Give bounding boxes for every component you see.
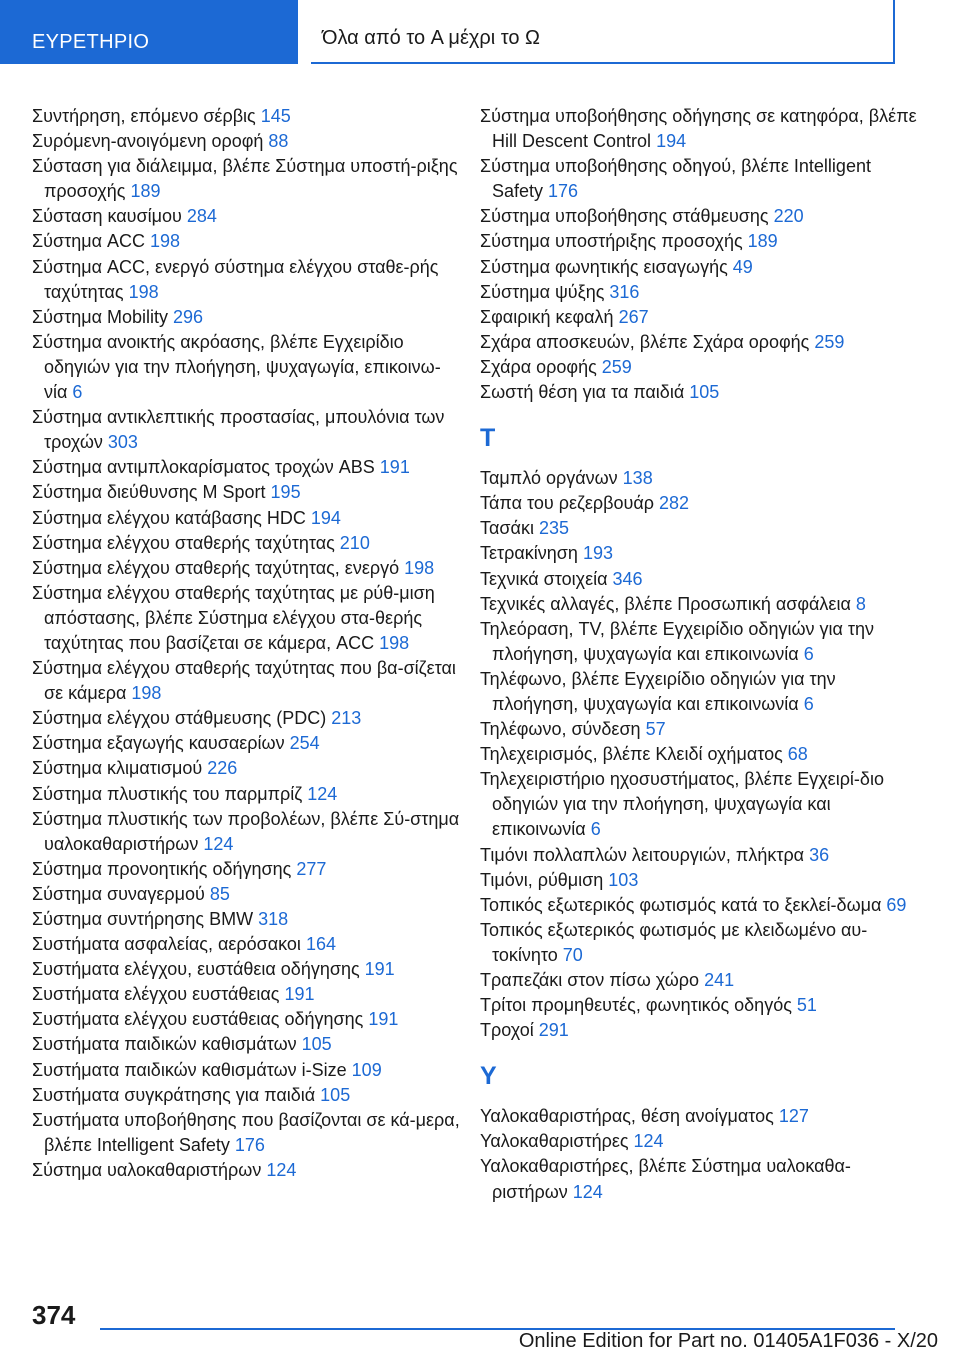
index-entry: [32, 506, 472, 531]
index-entry-term: Σύστημα ελέγχου σταθερής ταχύτητας με ρύθ‐μιση απόστασης, βλέπε Σύστημα ελέγχου στα‐θερής ταχύτητας που βασίζεται σε κάμερα, ACC: [32, 582, 435, 653]
index-entry-term: Τεχνικές αλλαγές, βλέπε Προσωπική ασφάλεια: [480, 593, 851, 614]
index-entry-page-link[interactable]: 6: [590, 819, 601, 840]
index-group-upsilon: [480, 1104, 920, 1204]
index-entry-term: Τετρακίνηση: [480, 543, 578, 564]
index-entry: [480, 541, 920, 566]
index-entry-page-link[interactable]: 105: [689, 382, 720, 403]
index-entry: [480, 466, 920, 491]
index-entry: [480, 330, 920, 355]
index-entry-term: Σωστή θέση για τα παιδιά: [480, 382, 685, 403]
index-entry-page-link[interactable]: 36: [809, 844, 830, 865]
index-entry: [32, 731, 472, 756]
index-entry: [480, 355, 920, 380]
index-entry-term: Τηλεχειρισμός, βλέπε Κλειδί οχήματος: [480, 744, 783, 765]
index-entry: [32, 706, 472, 731]
index-entry-term: Σύστημα ψύξης: [480, 281, 605, 302]
index-entry-term: Τρίτοι προμηθευτές, φωνητικός οδηγός: [480, 995, 792, 1016]
index-column-right: [480, 104, 920, 1205]
index-entry-page-link[interactable]: 235: [538, 518, 569, 539]
index-entry: [480, 154, 920, 204]
index-entry-page-link[interactable]: 241: [704, 970, 735, 990]
index-entry-page-link[interactable]: 194: [310, 507, 341, 528]
index-letter-heading: T: [480, 424, 496, 453]
index-entry-page-link[interactable]: 194: [656, 131, 687, 152]
index-entry-term: Σύστημα Mobility: [32, 306, 168, 327]
index-entry-page-link[interactable]: 259: [601, 356, 632, 377]
index-entry: [480, 255, 920, 280]
index-entry-term: Τοπικός εξωτερικός φωτισμός κατά το ξεκλεί‐δωμα: [480, 894, 882, 915]
index-entry: [480, 767, 920, 842]
index-entry-term: Σύστημα φωνητικής εισαγωγής: [480, 256, 728, 277]
index-entry: [480, 868, 920, 893]
index-entry-page-link[interactable]: 109: [351, 1059, 382, 1080]
index-entry: [32, 455, 472, 480]
index-entry: [480, 918, 920, 968]
index-entry-page-link[interactable]: 189: [747, 231, 778, 252]
index-entry: [480, 592, 920, 617]
index-entry: [480, 104, 920, 154]
index-entry: [32, 104, 472, 129]
index-entry-term: Τηλεχειριστήριο ηχοσυστήματος, βλέπε Εγχειρί‐διο οδηγιών για την πλοήγηση, ψυχαγωγία και επικοινωνία: [480, 769, 884, 840]
index-column-left: [32, 104, 472, 1183]
index-entry-page-link[interactable]: 191: [379, 457, 410, 478]
index-group-tau: [480, 466, 920, 1043]
index-entry: [32, 857, 472, 882]
index-entry-term: Υαλοκαθαριστήρες, βλέπε Σύστημα υαλοκαθα‐ριστήρων: [480, 1156, 851, 1202]
index-entry: [32, 1007, 472, 1032]
index-entry: [480, 1018, 920, 1043]
index-entry: [480, 516, 920, 541]
index-entry-page-link[interactable]: 198: [379, 632, 410, 653]
index-entry-page-link[interactable]: 189: [130, 181, 161, 202]
index-entry: [480, 380, 920, 405]
index-entry-term: Συστήματα συγκράτησης για παιδιά: [32, 1084, 316, 1105]
edition-note: Online Edition for Part no. 01405A1F036 - X/20: [518, 1330, 938, 1352]
index-entry-page-link[interactable]: 138: [622, 468, 653, 489]
index-entry-page-link[interactable]: 226: [207, 758, 238, 779]
index-entry-term: Τηλεόραση, TV, βλέπε Εγχειρίδιο οδηγιών για την πλοήγηση, ψυχαγωγία και επικοινωνία: [480, 618, 875, 664]
index-entry-page-link[interactable]: 85: [209, 883, 230, 904]
index-entry-page-link[interactable]: 198: [131, 683, 162, 704]
index-entry: [32, 1108, 472, 1158]
index-entry-page-link[interactable]: 198: [149, 231, 181, 252]
index-entry-term: Συστήματα ελέγχου ευστάθειας οδήγησης: [32, 1009, 364, 1030]
index-entry: [480, 229, 920, 254]
index-entry-page-link[interactable]: 193: [582, 543, 613, 564]
index-entry-page-link[interactable]: 8: [855, 593, 866, 614]
index-entry: [32, 204, 472, 229]
index-entry-page-link[interactable]: 316: [609, 281, 640, 302]
index-entry: [480, 742, 920, 767]
index-entry: [32, 882, 472, 907]
index-entry-page-link[interactable]: 198: [128, 281, 159, 302]
index-entry-page-link[interactable]: 346: [612, 568, 643, 589]
index-group-sigma: [480, 104, 920, 405]
index-entry-term: Τάπα του ρεζερβουάρ: [480, 493, 655, 514]
index-entry-term: Σύστημα συναγερμού: [32, 883, 205, 904]
index-entry-term: Συστήματα ασφαλείας, αερόσακοι: [32, 934, 301, 955]
index-entry-term: Συστήματα ελέγχου ευστάθειας: [32, 984, 280, 1005]
index-entry: [32, 531, 472, 556]
index-entry-term: Σύστημα ACC, ενεργό σύστημα ελέγχου σταθε‐ρής ταχύτητας: [32, 256, 439, 302]
index-entry-page-link[interactable]: 191: [284, 984, 315, 1005]
index-entry: [32, 405, 472, 455]
index-entry-page-link[interactable]: 254: [289, 733, 320, 754]
index-entry-page-link[interactable]: 127: [778, 1106, 809, 1127]
index-entry-term: Σύστημα αντιμπλοκαρίσματος τροχών ABS: [32, 457, 375, 478]
index-entry-term: Σύστημα πλυστικής των προβολέων, βλέπε Σύ‐στημα υαλοκαθαριστήρων: [32, 808, 460, 854]
section-subtitle: Όλα από το A μέχρι το Ω: [322, 27, 540, 49]
index-entry-page-link[interactable]: 68: [787, 744, 808, 765]
index-entry-page-link[interactable]: 267: [618, 306, 649, 327]
index-entry-page-link[interactable]: 259: [814, 331, 845, 352]
index-entry-term: Τασάκι: [480, 518, 534, 539]
index-entry-term: Συστήματα υποβοήθησης που βασίζονται σε κά‐μερα, βλέπε Intelligent Safety: [32, 1109, 460, 1155]
index-entry-page-link[interactable]: 51: [796, 995, 817, 1016]
index-letter-heading: Y: [480, 1062, 497, 1091]
index-entry-page-link[interactable]: 124: [266, 1159, 297, 1180]
index-entry-page-link[interactable]: 176: [234, 1134, 265, 1155]
index-entry-term: Συστήματα παιδικών καθισμάτων: [32, 1034, 297, 1055]
index-entry-page-link[interactable]: 88: [268, 131, 289, 152]
section-tab: [0, 0, 298, 64]
index-entry-term: Τηλέφωνο, βλέπε Εγχειρίδιο οδηγιών για την πλοήγηση, ψυχαγωγία και επικοινωνία: [480, 668, 836, 714]
index-entry: [32, 1032, 472, 1057]
index-entry: [480, 717, 920, 742]
index-entry-term: Τιμόνι, ρύθμιση: [480, 869, 604, 890]
index-entry: [480, 667, 920, 717]
index-entry-term: Τηλέφωνο, σύνδεση: [480, 719, 641, 740]
index-entry-page-link[interactable]: 291: [538, 1020, 569, 1041]
index-entry-page-link[interactable]: 176: [548, 181, 579, 202]
index-entry-page-link[interactable]: 105: [320, 1084, 351, 1105]
index-entry-page-link[interactable]: 195: [270, 482, 301, 503]
index-entry: [480, 843, 920, 868]
index-entry-term: Σύστημα υποστήριξης προσοχής: [480, 231, 743, 252]
index-entry-term: Σύστημα ανοικτής ακρόασης, βλέπε Εγχειρίδιο οδηγιών για την πλοήγηση, ψυχαγωγία, επικοινω‐νία: [32, 331, 441, 403]
index-entry-page-link[interactable]: 210: [339, 532, 370, 553]
index-entry-term: Συστήματα ελέγχου, ευστάθεια οδήγησης: [32, 959, 360, 980]
index-entry: [480, 491, 920, 516]
index-entry-term: Σύστημα ελέγχου σταθερής ταχύτητας που βα‐σίζεται σε κάμερα: [32, 658, 456, 704]
index-entry-page-link[interactable]: 6: [803, 693, 814, 714]
index-entry-term: Σύστημα συντήρησης BMW: [32, 909, 254, 929]
index-entry: [32, 1083, 472, 1108]
index-entry-term: Τιμόνι πολλαπλών λειτουργιών, πλήκτρα: [480, 844, 805, 865]
index-entry-term: Σύστημα διεύθυνσης M Sport: [32, 482, 266, 503]
index-entry: [32, 756, 472, 781]
index-entry-page-link[interactable]: 105: [301, 1034, 332, 1055]
index-entry-page-link[interactable]: 6: [72, 382, 83, 403]
index-entry-page-link[interactable]: 277: [296, 858, 327, 879]
index-entry-page-link[interactable]: 57: [645, 719, 666, 740]
index-entry: [480, 968, 920, 993]
index-entry: [32, 957, 472, 982]
index-entry: [480, 617, 920, 667]
index-entry-page-link[interactable]: 69: [886, 894, 907, 915]
index-entry: [32, 656, 472, 706]
index-entry-term: Συρόμενη-ανοιγόμενη οροφή: [32, 131, 264, 152]
index-entry-term: Σύστημα κλιματισμού: [32, 758, 203, 779]
index-entry-term: Σύστημα αντικλεπτικής προστασίας, μπουλόνια των τροχών: [32, 407, 445, 453]
index-entry-term: Σχάρα αποσκευών, βλέπε Σχάρα οροφής: [480, 331, 810, 352]
index-entry-term: Τεχνικά στοιχεία: [480, 568, 608, 589]
index-entry: [32, 255, 472, 305]
index-entry-page-link[interactable]: 103: [608, 869, 639, 890]
index-entry: [480, 567, 920, 592]
index-entry-term: Σύστημα ελέγχου σταθερής ταχύτητας: [32, 532, 335, 553]
index-entry: [480, 993, 920, 1018]
index-entry-page-link[interactable]: 6: [803, 643, 814, 664]
index-entry-term: Τραπεζάκι στον πίσω χώρο: [480, 970, 700, 990]
index-entry-term: Σύστημα υποβοήθησης στάθμευσης: [480, 206, 769, 227]
index-entry-term: Σύστημα ACC: [32, 231, 145, 252]
index-entry-page-link[interactable]: 191: [368, 1009, 399, 1030]
index-entry-term: Σύστημα ελέγχου στάθμευσης (PDC): [32, 708, 327, 729]
index-entry-term: Υαλοκαθαριστήρες: [480, 1131, 629, 1152]
index-entry-term: Σύσταση για διάλειμμα, βλέπε Σύστημα υποστή‐ριξης προσοχής: [32, 156, 458, 202]
index-entry-page-link[interactable]: 164: [305, 934, 336, 955]
index-entry: [32, 932, 472, 957]
index-entry: [480, 1129, 920, 1154]
section-title: ΕΥΡΕΤΗΡΙΟ: [32, 31, 150, 53]
index-entry: [32, 982, 472, 1007]
index-entry-term: Συστήματα παιδικών καθισμάτων i-Size: [32, 1059, 347, 1080]
index-entry-term: Σύστημα πλυστικής του παρμπρίζ: [32, 783, 303, 804]
index-entry-term: Σύστημα ελέγχου σταθερής ταχύτητας, ενεργό: [32, 557, 400, 578]
index-entry-term: Σύστημα υαλοκαθαριστήρων: [32, 1159, 262, 1180]
index-entry: [480, 280, 920, 305]
index-entry-term: Σφαιρική κεφαλή: [480, 306, 614, 327]
index-entry-page-link[interactable]: 213: [331, 708, 362, 729]
index-entry: [32, 782, 472, 807]
index-entry: [32, 907, 472, 932]
index-entry-page-link[interactable]: 220: [773, 206, 804, 227]
index-entry: [480, 893, 920, 918]
index-entry-page-link[interactable]: 198: [404, 557, 435, 578]
index-entry-page-link[interactable]: 282: [659, 493, 690, 514]
index-entry-page-link[interactable]: 70: [562, 944, 583, 965]
index-entry: [32, 807, 472, 857]
index-entry: [480, 204, 920, 229]
index-entry-term: Σύστημα προνοητικής οδήγησης: [32, 858, 292, 879]
index-entry-page-link[interactable]: 303: [107, 432, 138, 453]
index-entry-page-link[interactable]: 318: [258, 909, 289, 929]
index-entry-page-link[interactable]: 124: [307, 783, 338, 804]
index-entry: [32, 330, 472, 405]
index-entry-page-link[interactable]: 191: [364, 959, 395, 980]
index-entry: [32, 1158, 472, 1183]
index-entry: [32, 129, 472, 154]
index-entry: [32, 556, 472, 581]
index-entry: [32, 305, 472, 330]
index-entry-term: Σύστημα υποβοήθησης οδηγού, βλέπε Intelligent Safety: [480, 156, 871, 202]
index-entry: [480, 1154, 920, 1204]
index-entry: [32, 154, 472, 204]
index-entry-term: Ταμπλό οργάνων: [480, 468, 618, 489]
index-entry-term: Συντήρηση, επόμενο σέρβις: [32, 106, 256, 126]
index-entry: [32, 229, 472, 254]
index-entry-page-link[interactable]: 124: [633, 1131, 664, 1152]
index-entry: [32, 581, 472, 656]
index-entry-page-link[interactable]: 49: [732, 256, 753, 277]
index-entry-page-link[interactable]: 124: [203, 833, 234, 854]
index-entry: [480, 1104, 920, 1129]
index-entry-term: Σύσταση καυσίμου: [32, 206, 182, 227]
index-entry-page-link[interactable]: 296: [173, 306, 204, 327]
index-entry-term: Σύστημα εξαγωγής καυσαερίων: [32, 733, 285, 754]
index-entry: [480, 305, 920, 330]
index-entry-term: Υαλοκαθαριστήρας, θέση ανοίγματος: [480, 1106, 774, 1127]
index-entry-term: Σύστημα ελέγχου κατάβασης HDC: [32, 507, 306, 528]
index-entry-term: Σύστημα υποβοήθησης οδήγησης σε κατηφόρα, βλέπε Hill Descent Control: [480, 106, 917, 152]
index-entry: [32, 1058, 472, 1083]
index-entry-page-link[interactable]: 145: [260, 106, 291, 126]
index-entry-page-link[interactable]: 124: [572, 1181, 603, 1202]
page-number: 374: [32, 1300, 76, 1330]
index-entry: [32, 480, 472, 505]
index-entry-term: Σχάρα οροφής: [480, 356, 597, 377]
index-entry-term: Τοπικός εξωτερικός φωτισμός με κλειδωμένο αυ‐τοκίνητο: [480, 919, 868, 965]
index-entry-term: Τροχοί: [480, 1020, 534, 1041]
index-entry-page-link[interactable]: 284: [186, 206, 217, 227]
